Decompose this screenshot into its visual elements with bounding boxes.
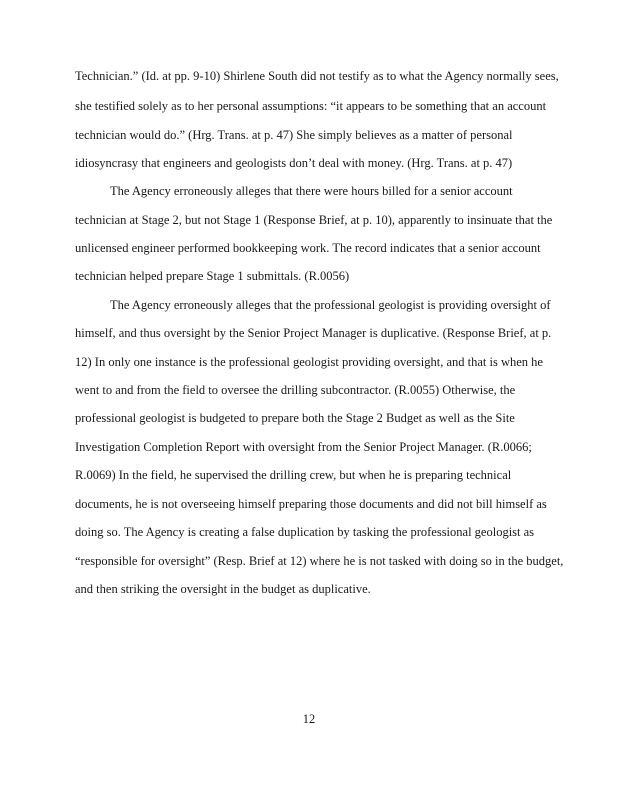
body-line: idiosyncrasy that engineers and geologists don’t deal with money. (Hrg. Trans. at p. 47): [75, 156, 513, 170]
body-line: doing so. The Agency is creating a false duplication by tasking the professional geologist as: [75, 525, 535, 539]
body-line: documents, he is not overseeing himself preparing those documents and did not bill himself as: [75, 497, 547, 511]
body-line: 12) In only one instance is the professional geologist providing oversight, and that is when he: [75, 355, 543, 369]
body-line: unlicensed engineer performed bookkeeping work. The record indicates that a senior account: [75, 241, 541, 255]
body-line: Investigation Completion Report with oversight from the Senior Project Manager. (R.0066;: [75, 440, 532, 454]
body-line: went to and from the field to oversee the drilling subcontractor. (R.0055) Otherwise, the: [75, 383, 516, 397]
body-line: “responsible for oversight” (Resp. Brief at 12) where he is not tasked with doing so in the budget,: [75, 554, 564, 568]
body-line: Technician.” (Id. at pp. 9-10) Shirlene South did not testify as to what the Agency normally sees,: [75, 69, 559, 83]
paragraph-first-line: The Agency erroneously alleges that there were hours billed for a senior account: [110, 184, 513, 198]
body-line: technician at Stage 2, but not Stage 1 (Response Brief, at p. 10), apparently to insinuate that the: [75, 213, 553, 227]
body-line: she testified solely as to her personal assumptions: “it appears to be something that an account: [75, 99, 547, 113]
body-line: technician would do.” (Hrg. Trans. at p. 47) She simply believes as a matter of personal: [75, 128, 513, 142]
paragraph-first-line: The Agency erroneously alleges that the professional geologist is providing oversight of: [110, 298, 551, 312]
page-number: 12: [302, 712, 316, 726]
body-line: R.0069) In the field, he supervised the drilling crew, but when he is preparing technical: [75, 468, 512, 482]
body-line: and then striking the oversight in the budget as duplicative.: [75, 582, 371, 596]
body-line: technician helped prepare Stage 1 submittals. (R.0056): [75, 269, 350, 283]
body-line: himself, and thus oversight by the Senior Project Manager is duplicative. (Response Brief, at p.: [75, 326, 552, 340]
body-line: professional geologist is budgeted to prepare both the Stage 2 Budget as well as the Site: [75, 411, 515, 425]
